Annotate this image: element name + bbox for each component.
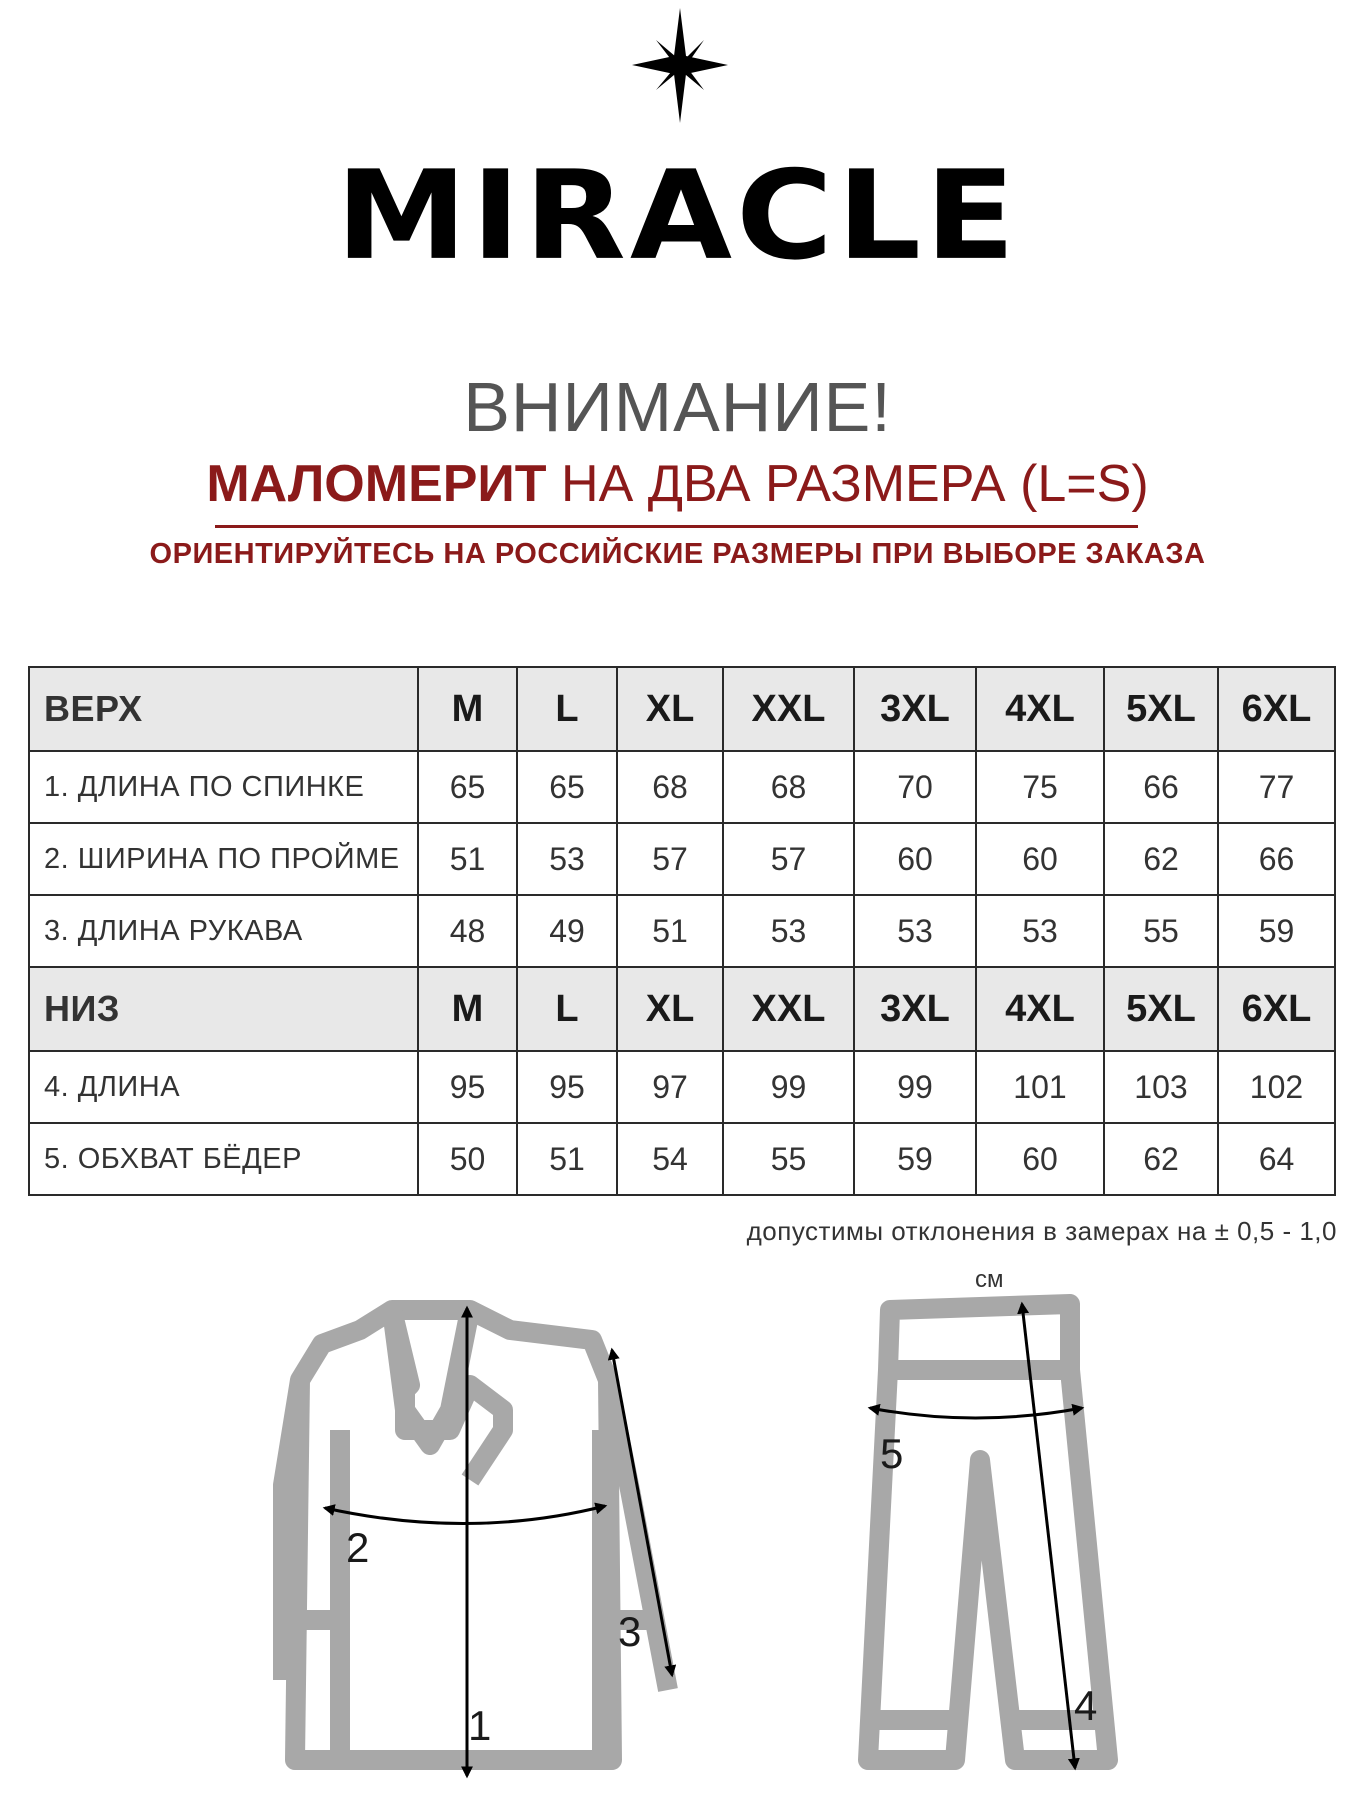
jacket-label-length: 1	[468, 1702, 492, 1749]
table-row	[29, 895, 1335, 967]
pants-label-hips: 5	[880, 1430, 904, 1477]
size-header: XXL	[723, 667, 854, 751]
jacket-label-sleeve: 3	[618, 1608, 642, 1655]
cell-value: 70	[854, 751, 976, 823]
size-header: L	[517, 667, 617, 751]
row-label: 2. ШИРИНА ПО ПРОЙМЕ	[29, 823, 418, 895]
cell-value: 54	[617, 1123, 723, 1195]
cell-value: 97	[617, 1051, 723, 1123]
cell-value: 57	[617, 823, 723, 895]
cell-value: 53	[976, 895, 1104, 967]
cell-value: 68	[723, 751, 854, 823]
cell-value: 60	[976, 823, 1104, 895]
size-header: M	[418, 967, 517, 1051]
pants-outline-icon	[868, 1304, 1108, 1760]
size-header: 5XL	[1104, 967, 1218, 1051]
table-row	[29, 1123, 1335, 1195]
headline-divider	[215, 525, 1138, 528]
table-row	[29, 823, 1335, 895]
size-header: 4XL	[976, 967, 1104, 1051]
bottom-section-title: НИЗ	[29, 967, 418, 1051]
size-advice-subline: ОРИЕНТИРУЙТЕСЬ НА РОССИЙСКИЕ РАЗМЕРЫ ПРИ ВЫБОРЕ ЗАКАЗА	[149, 538, 1206, 570]
cell-value: 51	[617, 895, 723, 967]
size-header: 4XL	[976, 667, 1104, 751]
cell-value: 55	[1104, 895, 1218, 967]
cell-value: 64	[1218, 1123, 1335, 1195]
cell-value: 66	[1104, 751, 1218, 823]
tolerance-note: допустимы отклонения в замерах на ± 0,5 - 1,0	[746, 1216, 1337, 1246]
cell-value: 95	[418, 1051, 517, 1123]
cell-value: 99	[723, 1051, 854, 1123]
cell-value: 60	[976, 1123, 1104, 1195]
table-row	[29, 751, 1335, 823]
top-header-row	[29, 667, 1335, 751]
attention-heading: ВНИМАНИЕ!	[463, 368, 892, 446]
size-header: XXL	[723, 967, 854, 1051]
cell-value: 59	[1218, 895, 1335, 967]
cell-value: 62	[1104, 1123, 1218, 1195]
size-header: L	[517, 967, 617, 1051]
cell-value: 55	[723, 1123, 854, 1195]
headline-rest: НА ДВА РАЗМЕРА (L=S)	[546, 455, 1149, 513]
size-header: 3XL	[854, 667, 976, 751]
cell-value: 102	[1218, 1051, 1335, 1123]
row-label: 1. ДЛИНА ПО СПИНКЕ	[29, 751, 418, 823]
cell-value: 51	[517, 1123, 617, 1195]
cell-value: 59	[854, 1123, 976, 1195]
jacket-outline-icon	[283, 1310, 668, 1760]
cell-value: 49	[517, 895, 617, 967]
headline-bold: МАЛОМЕРИТ	[206, 455, 547, 513]
cell-value: 60	[854, 823, 976, 895]
row-label: 5. ОБХВАТ БЁДЕР	[29, 1123, 418, 1195]
size-header: M	[418, 667, 517, 751]
cell-value: 101	[976, 1051, 1104, 1123]
cell-value: 51	[418, 823, 517, 895]
cell-value: 50	[418, 1123, 517, 1195]
cell-value: 53	[854, 895, 976, 967]
star-logo-icon	[620, 8, 740, 123]
cell-value: 66	[1218, 823, 1335, 895]
cell-value: 75	[976, 751, 1104, 823]
cell-value: 68	[617, 751, 723, 823]
measurement-diagram	[0, 1290, 1355, 1806]
bottom-header-row	[29, 967, 1335, 1051]
size-header: XL	[617, 667, 723, 751]
cell-value: 57	[723, 823, 854, 895]
cell-value: 65	[517, 751, 617, 823]
cell-value: 48	[418, 895, 517, 967]
jacket-label-width: 2	[346, 1524, 370, 1571]
row-label: 4. ДЛИНА	[29, 1051, 418, 1123]
cell-value: 99	[854, 1051, 976, 1123]
size-chart-table	[28, 666, 1336, 1196]
size-header: 6XL	[1218, 967, 1335, 1051]
cell-value: 53	[723, 895, 854, 967]
pants-label-length: 4	[1074, 1682, 1098, 1729]
size-header: 3XL	[854, 967, 976, 1051]
size-header: 6XL	[1218, 667, 1335, 751]
cell-value: 53	[517, 823, 617, 895]
size-header: 5XL	[1104, 667, 1218, 751]
size-header: XL	[617, 967, 723, 1051]
size-warning-headline	[0, 455, 1355, 513]
cell-value: 103	[1104, 1051, 1218, 1123]
row-label: 3. ДЛИНА РУКАВА	[29, 895, 418, 967]
cell-value: 65	[418, 751, 517, 823]
cell-value: 77	[1218, 751, 1335, 823]
unit-note: см	[975, 1266, 1004, 1293]
top-section-title: ВЕРХ	[29, 667, 418, 751]
table-row	[29, 1051, 1335, 1123]
cell-value: 95	[517, 1051, 617, 1123]
brand-logo: MIRACLE	[335, 144, 1020, 288]
cell-value: 62	[1104, 823, 1218, 895]
